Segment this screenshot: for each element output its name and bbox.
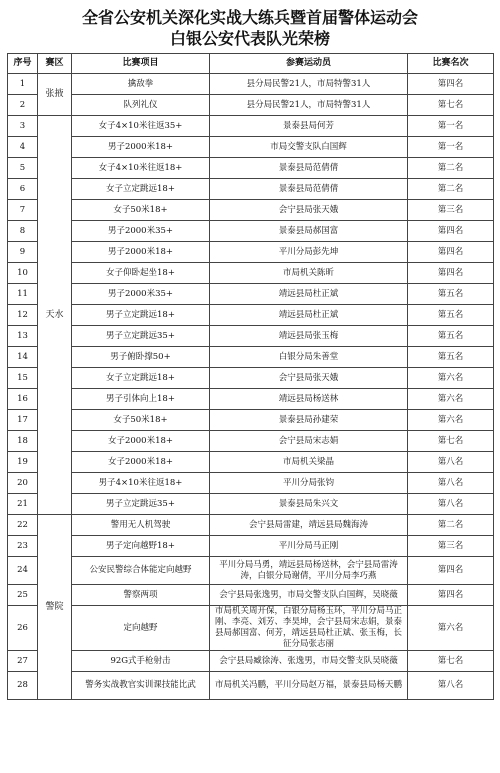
row-index: 13 xyxy=(8,326,38,347)
table-row xyxy=(8,95,494,116)
row-athlete: 会宁县局张天娥 xyxy=(210,200,408,221)
row-event: 女子2000米18+ xyxy=(72,431,210,452)
table-row xyxy=(8,200,494,221)
area-jingyuan: 警院 xyxy=(38,515,72,700)
row-event: 男子4×10米往返18+ xyxy=(72,473,210,494)
table-row xyxy=(8,368,494,389)
row-athlete: 会宁县局张天娥 xyxy=(210,368,408,389)
row-athlete: 靖远县局杨送林 xyxy=(210,389,408,410)
row-rank: 第七名 xyxy=(408,431,494,452)
row-index: 17 xyxy=(8,410,38,431)
row-index: 15 xyxy=(8,368,38,389)
row-rank: 第三名 xyxy=(408,200,494,221)
table-row xyxy=(8,672,494,700)
row-index: 2 xyxy=(8,95,38,116)
row-event: 女子立定跳远18+ xyxy=(72,179,210,200)
row-index: 25 xyxy=(8,585,38,606)
honor-roll-table xyxy=(7,53,494,700)
table-row xyxy=(8,431,494,452)
header-event: 比赛项目 xyxy=(72,54,210,74)
title-line-1: 全省公安机关深化实战大练兵暨首届警体运动会 xyxy=(81,8,418,27)
table-row xyxy=(8,651,494,672)
table-row xyxy=(8,263,494,284)
row-index: 1 xyxy=(8,74,38,95)
row-rank: 第五名 xyxy=(408,347,494,368)
row-event: 男子立定跳远18+ xyxy=(72,305,210,326)
row-event: 男子2000米35+ xyxy=(72,221,210,242)
row-rank: 第六名 xyxy=(408,606,494,651)
row-athlete: 市局机关冯鹏，平川分局赵万福，景泰县局杨天鹏 xyxy=(210,672,408,700)
row-rank: 第二名 xyxy=(408,158,494,179)
row-index: 8 xyxy=(8,221,38,242)
table-row xyxy=(8,389,494,410)
row-rank: 第八名 xyxy=(408,494,494,515)
row-event: 队列礼仪 xyxy=(72,95,210,116)
table-row xyxy=(8,585,494,606)
row-athlete: 靖远县局张玉梅 xyxy=(210,326,408,347)
row-rank: 第二名 xyxy=(408,515,494,536)
header-athlete: 参赛运动员 xyxy=(210,54,408,74)
table-row xyxy=(8,557,494,585)
row-event: 定向越野 xyxy=(72,606,210,651)
row-rank: 第六名 xyxy=(408,410,494,431)
row-rank: 第八名 xyxy=(408,473,494,494)
row-rank: 第一名 xyxy=(408,137,494,158)
row-athlete: 会宁县局雷建，靖远县局魏海涛 xyxy=(210,515,408,536)
row-athlete: 靖远县局杜正斌 xyxy=(210,284,408,305)
table-row xyxy=(8,179,494,200)
row-rank: 第五名 xyxy=(408,326,494,347)
row-index: 6 xyxy=(8,179,38,200)
header-index: 序号 xyxy=(8,54,38,74)
row-athlete: 市局机关陈昕 xyxy=(210,263,408,284)
row-index: 5 xyxy=(8,158,38,179)
row-rank: 第三名 xyxy=(408,536,494,557)
row-athlete: 景泰县局范倩倩 xyxy=(210,179,408,200)
row-athlete: 景泰县局范倩倩 xyxy=(210,158,408,179)
row-rank: 第七名 xyxy=(408,95,494,116)
row-event: 女子仰卧起坐18+ xyxy=(72,263,210,284)
row-event: 女子立定跳远18+ xyxy=(72,368,210,389)
row-index: 21 xyxy=(8,494,38,515)
row-index: 26 xyxy=(8,606,38,651)
row-index: 23 xyxy=(8,536,38,557)
row-index: 9 xyxy=(8,242,38,263)
row-rank: 第八名 xyxy=(408,452,494,473)
table-row xyxy=(8,606,494,651)
row-rank: 第六名 xyxy=(408,389,494,410)
row-athlete: 会宁县局臧徐涛、张逸男，市局交警支队吴晓薇 xyxy=(210,651,408,672)
table-row xyxy=(8,494,494,515)
row-rank: 第五名 xyxy=(408,284,494,305)
row-athlete: 白银分局朱善堂 xyxy=(210,347,408,368)
row-event: 男子2000米18+ xyxy=(72,137,210,158)
table-row xyxy=(8,74,494,95)
table-row xyxy=(8,284,494,305)
row-event: 男子俯卧撑50+ xyxy=(72,347,210,368)
header-rank: 比赛名次 xyxy=(408,54,494,74)
table-header-row xyxy=(8,54,494,74)
row-index: 14 xyxy=(8,347,38,368)
row-event: 男子2000米18+ xyxy=(72,242,210,263)
row-rank: 第四名 xyxy=(408,221,494,242)
row-event: 女子50米18+ xyxy=(72,200,210,221)
row-athlete: 县分局民警21人，市局特警31人 xyxy=(210,74,408,95)
row-rank: 第一名 xyxy=(408,116,494,137)
table-row xyxy=(8,515,494,536)
row-athlete: 会宁县局张逸男，市局交警支队白国辉，吴晓薇 xyxy=(210,585,408,606)
row-rank: 第八名 xyxy=(408,672,494,700)
row-index: 27 xyxy=(8,651,38,672)
row-index: 3 xyxy=(8,116,38,137)
row-event: 擒敌拳 xyxy=(72,74,210,95)
row-athlete: 会宁县局宋志娟 xyxy=(210,431,408,452)
row-athlete: 平川分局马勇，靖远县局杨送林，会宁县局雷涛涛，白银分局谢倩，平川分局李巧燕 xyxy=(210,557,408,585)
row-event: 警务实战教官实训课技能比武 xyxy=(72,672,210,700)
row-athlete: 市局机关梁晶 xyxy=(210,452,408,473)
table-row xyxy=(8,116,494,137)
table-row xyxy=(8,536,494,557)
title-line-2: 白银公安代表队光荣榜 xyxy=(169,29,330,48)
row-athlete: 平川分局彭先坤 xyxy=(210,242,408,263)
row-athlete: 市局交警支队白国辉 xyxy=(210,137,408,158)
table-row xyxy=(8,242,494,263)
table-row xyxy=(8,221,494,242)
table-row xyxy=(8,452,494,473)
row-event: 男子引体向上18+ xyxy=(72,389,210,410)
row-rank: 第四名 xyxy=(408,242,494,263)
row-athlete: 靖远县局杜正斌 xyxy=(210,305,408,326)
row-rank: 第四名 xyxy=(408,74,494,95)
row-athlete: 市局机关周开保，白银分局杨玉环，平川分局马正刚、李亮、刘芳、李昊坤，会宁县局宋志娟，景泰县局郝国富、何芳，靖远县局杜正斌、张玉梅，长征分局张志丽 xyxy=(210,606,408,651)
row-event: 92G式手枪射击 xyxy=(72,651,210,672)
row-index: 12 xyxy=(8,305,38,326)
table-row xyxy=(8,473,494,494)
area-tianshui: 天水 xyxy=(38,116,72,515)
row-rank: 第五名 xyxy=(408,305,494,326)
row-event: 警察两项 xyxy=(72,585,210,606)
row-rank: 第四名 xyxy=(408,585,494,606)
row-event: 男子立定跳远35+ xyxy=(72,326,210,347)
table-row xyxy=(8,326,494,347)
row-index: 18 xyxy=(8,431,38,452)
row-rank: 第六名 xyxy=(408,368,494,389)
row-rank: 第二名 xyxy=(408,179,494,200)
row-event: 男子2000米35+ xyxy=(72,284,210,305)
row-athlete: 平川分局张钧 xyxy=(210,473,408,494)
header-area: 赛区 xyxy=(38,54,72,74)
row-athlete: 景泰县局郝国富 xyxy=(210,221,408,242)
row-index: 4 xyxy=(8,137,38,158)
row-event: 男子定向越野18+ xyxy=(72,536,210,557)
row-athlete: 平川分局马正刚 xyxy=(210,536,408,557)
row-index: 7 xyxy=(8,200,38,221)
row-event: 女子4×10米往返35+ xyxy=(72,116,210,137)
row-event: 警用无人机驾驶 xyxy=(72,515,210,536)
row-index: 16 xyxy=(8,389,38,410)
row-athlete: 景泰县局朱兴文 xyxy=(210,494,408,515)
row-index: 11 xyxy=(8,284,38,305)
row-index: 28 xyxy=(8,672,38,700)
row-rank: 第四名 xyxy=(408,557,494,585)
row-index: 19 xyxy=(8,452,38,473)
row-index: 10 xyxy=(8,263,38,284)
row-event: 女子2000米18+ xyxy=(72,452,210,473)
row-rank: 第四名 xyxy=(408,263,494,284)
table-row xyxy=(8,137,494,158)
row-event: 女子50米18+ xyxy=(72,410,210,431)
row-event: 女子4×10米往返18+ xyxy=(72,158,210,179)
table-row xyxy=(8,305,494,326)
table-row xyxy=(8,410,494,431)
row-index: 24 xyxy=(8,557,38,585)
row-athlete: 县分局民警21人，市局特警31人 xyxy=(210,95,408,116)
row-index: 20 xyxy=(8,473,38,494)
area-zhangye: 张掖 xyxy=(38,74,72,116)
table-row xyxy=(8,158,494,179)
row-athlete: 景泰县局何芳 xyxy=(210,116,408,137)
row-rank: 第七名 xyxy=(408,651,494,672)
row-index: 22 xyxy=(8,515,38,536)
row-event: 男子立定跳远35+ xyxy=(72,494,210,515)
row-event: 公安民警综合体能定向越野 xyxy=(72,557,210,585)
table-row xyxy=(8,347,494,368)
row-athlete: 景泰县局孙建荣 xyxy=(210,410,408,431)
